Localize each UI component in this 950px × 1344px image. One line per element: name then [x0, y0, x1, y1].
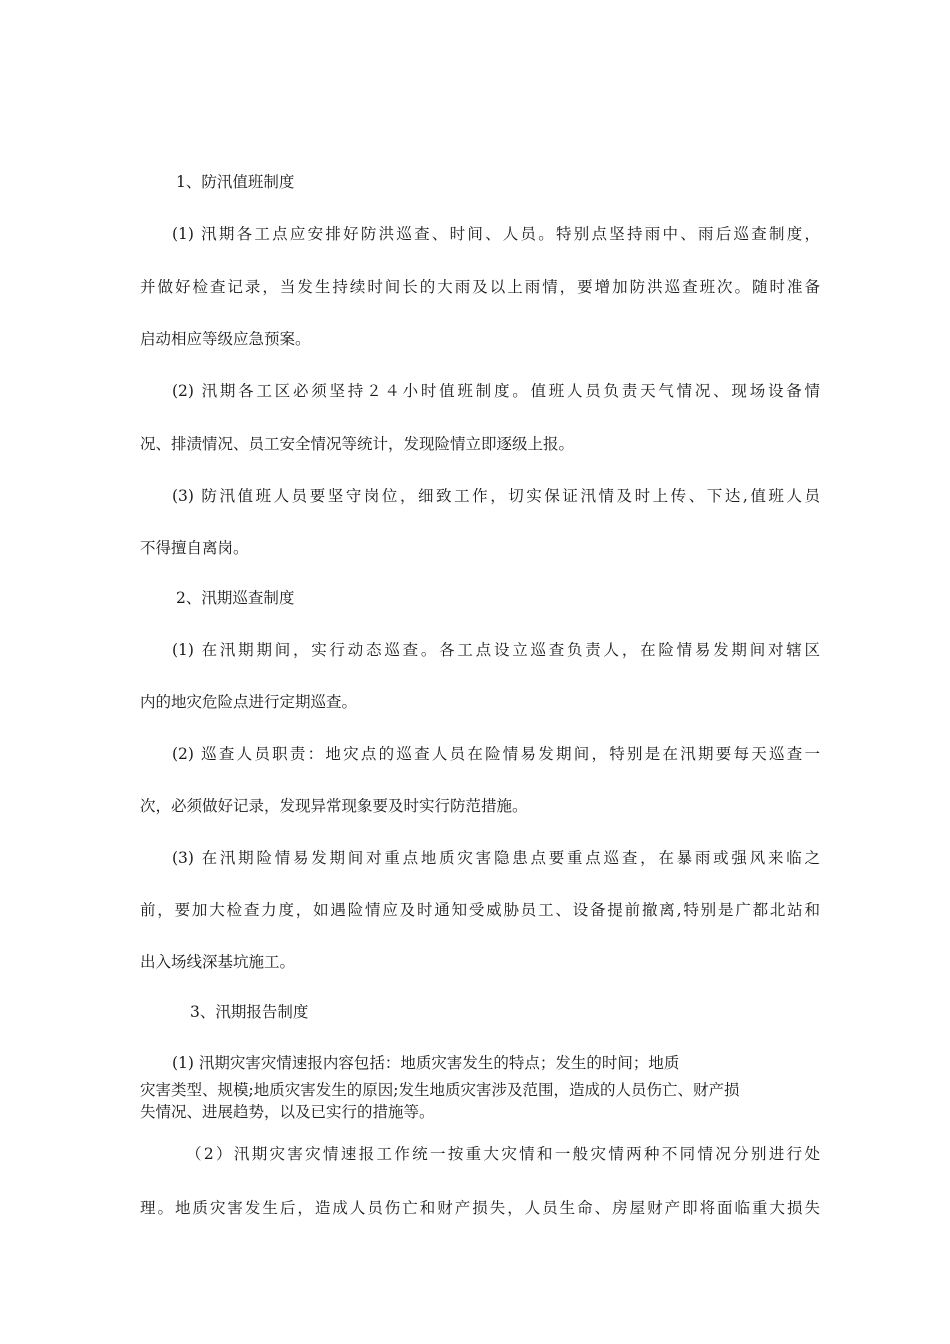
paragraph-line: 不得擅自离岗。	[140, 539, 249, 557]
paragraph-line: 前，要加大检查力度，如遇险情应及时通知受威胁员工、设备提前撤离,特别是广都北站和	[140, 901, 820, 919]
paragraph-line: (3) 在汛期险情易发期间对重点地质灾害隐患点要重点巡查，在暴雨或强风来临之	[172, 849, 820, 867]
paragraph-line: 内的地灾危险点进行定期巡查。	[140, 693, 358, 711]
paragraph-line: 理。地质灾害发生后，造成人员伤亡和财产损失，人员生命、房屋财产即将面临重大损失	[140, 1199, 820, 1217]
paragraph-line: (1) 在汛期期间，实行动态巡查。各工点设立巡查负责人，在险情易发期间对辖区	[172, 641, 820, 659]
paragraph-line: 并做好检查记录，当发生持续时间长的大雨及以上雨情，要增加防洪巡查班次。随时准备	[140, 278, 820, 296]
paragraph-line: 启动相应等级应急预案。	[140, 330, 311, 348]
paragraph-line: 况、排渍情况、员工安全情况等统计，发现险情立即逐级上报。	[140, 435, 575, 453]
paragraph-line: (3) 防汛值班人员要坚守岗位，细致工作，切实保证汛情及时上传、下达,值班人员	[172, 487, 820, 505]
paragraph-line: (2) 巡查人员职责：地灾点的巡查人员在险情易发期间，特别是在汛期要每天巡查一	[172, 745, 820, 763]
paragraph-line: 灾害类型、规模;地质灾害发生的原因;发生地质灾害涉及范围，造成的人员伤亡、财产损	[140, 1081, 740, 1099]
section-heading: 1、防汛值班制度	[176, 173, 295, 191]
section-heading: 3、汛期报告制度	[190, 1003, 309, 1021]
paragraph-line: 失情况、进展趋势，以及已实行的措施等。	[140, 1103, 435, 1121]
paragraph-line: (1) 汛期灾害灾情速报内容包括：地质灾害发生的特点；发生的时间；地质	[172, 1054, 680, 1072]
paragraph-line: (1) 汛期各工点应安排好防洪巡查、时间、人员。特别点坚持雨中、雨后巡查制度，	[172, 225, 820, 243]
paragraph-line: (2) 汛期各工区必须坚持２４小时值班制度。值班人员负责天气情况、现场设备情	[172, 382, 820, 400]
paragraph-line: 出入场线深基坑施工。	[140, 953, 296, 971]
paragraph-line: 次，必须做好记录，发现异常现象要及时实行防范措施。	[140, 797, 528, 815]
section-heading: 2、汛期巡查制度	[176, 589, 295, 607]
paragraph-line: （2）汛期灾害灾情速报工作统一按重大灾情和一般灾情两种不同情况分别进行处	[186, 1145, 820, 1163]
